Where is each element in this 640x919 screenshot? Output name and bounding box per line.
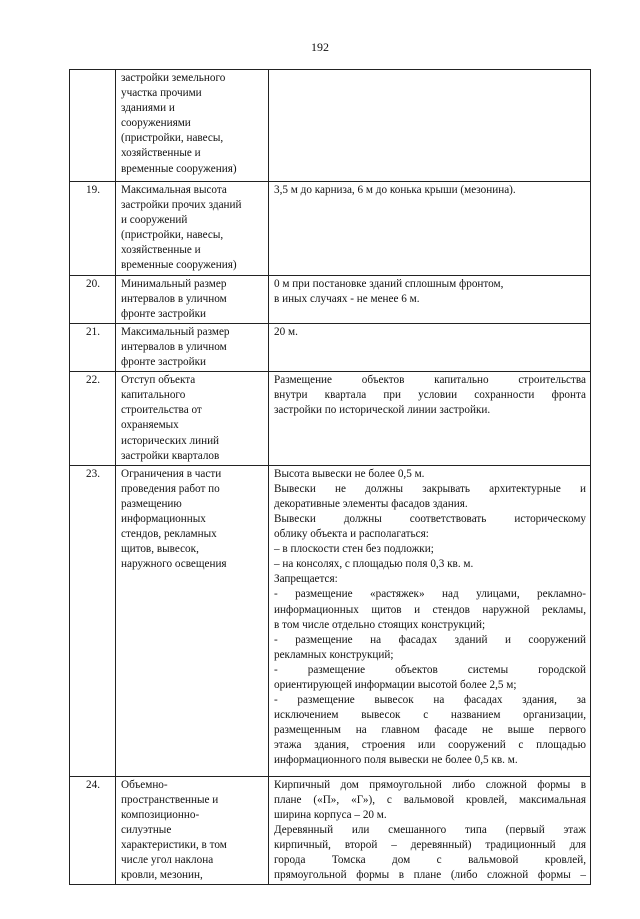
value-line: ширина корпуса – 20 м. — [274, 808, 387, 821]
parameter-value — [269, 323, 591, 371]
parameter-name: Максимальный размер интервалов в уличном фронте застройки — [116, 323, 269, 371]
value-line: размещенным на главном фасаде не выше первого — [274, 724, 586, 737]
value-line: 3,5 м до карниза, 6 м до конька крыши (мезонина). — [274, 184, 516, 196]
row-number: 21. — [70, 323, 116, 371]
value-line: Высота вывески не более 0,5 м. — [274, 467, 425, 480]
value-line: города Томска дом с вальмовой кровлей, — [274, 854, 586, 867]
value-line: декоративные элементы фасадов здания. — [274, 497, 468, 510]
parameter-value — [269, 182, 591, 276]
value-line: в том числе отдельно стоящих конструкций; — [274, 618, 486, 631]
value-line: Запрещается: — [274, 573, 338, 586]
regulations-table-body — [70, 70, 591, 885]
value-line: Размещение объектов капитально строительства — [274, 374, 586, 387]
value-line: исключением вывесок с названием организации, — [274, 709, 586, 722]
table-row — [70, 182, 591, 276]
table-row — [70, 323, 591, 371]
parameter-name: Отступ объекта капитального строительства от охраняемых исторических линий застройки кварталов — [116, 372, 269, 466]
value-line: Вывески должны соответствовать историческому — [274, 512, 586, 525]
parameter-name: Минимальный размер интервалов в уличном фронте застройки — [116, 275, 269, 323]
value-line: информационного поля вывески не более 0,5 кв. м. — [274, 754, 518, 767]
table-row — [70, 275, 591, 323]
value-line: информационных щитов и стендов наружной рекламы, — [274, 603, 586, 616]
parameter-name: Максимальная высота застройки прочих зданий и сооружений (пристройки, навесы, хозяйственные и временные сооружения) — [116, 182, 269, 276]
row-number: 23. — [70, 465, 116, 776]
parameter-value — [269, 372, 591, 466]
value-line: Вывески не должны закрывать архитектурные и — [274, 482, 586, 495]
value-line: 0 м при постановке зданий сплошным фронтом, — [274, 277, 504, 290]
value-line: – на консолях, с площадью поля 0,3 кв. м. — [274, 558, 474, 571]
table-row — [70, 70, 591, 182]
value-line: облику объекта и располагаться: — [274, 528, 429, 541]
value-line: кирпичный, второй – деревянный) традиционный для — [274, 839, 586, 852]
value-line: - размещение на фасадах зданий и сооружений — [274, 633, 586, 646]
table-row — [70, 372, 591, 466]
value-line: этажа здания, строения или сооружений с площадью — [274, 739, 586, 752]
parameter-name: Объемно- пространственные и композиционно- силуэтные характеристики, в том числе угол наклона кровли, мезонин, — [116, 776, 269, 885]
table-row — [70, 776, 591, 885]
value-line: в иных случаях - не менее 6 м. — [274, 292, 420, 305]
parameter-value — [269, 275, 591, 323]
parameter-name: застройки земельного участка прочими зданиями и сооружениями (пристройки, навесы, хозяйственные и временные сооружения) — [116, 70, 269, 182]
value-line: - размещение вывесок на фасадах здания, за — [274, 694, 586, 707]
value-line: - размещение «растяжек» над улицами, рекламно- — [274, 588, 586, 601]
value-line: застройки по исторической линии застройки. — [274, 404, 491, 417]
parameter-value — [269, 70, 591, 182]
row-number: 24. — [70, 776, 116, 885]
value-line: Кирпичный дом прямоугольной либо сложной формы в — [274, 778, 586, 791]
regulations-table — [69, 69, 591, 885]
value-line: рекламных конструкций; — [274, 648, 394, 661]
row-number — [70, 70, 116, 182]
value-line: прямоугольной формы в плане (либо сложной формы – — [274, 869, 586, 882]
parameter-value — [269, 465, 591, 776]
value-line: внутри квартала при условии сохранности фронта — [274, 389, 586, 402]
row-number: 22. — [70, 372, 116, 466]
value-line: - размещение объектов системы городской — [274, 663, 586, 676]
page-number: 192 — [311, 40, 329, 54]
value-line: Деревянный или смешанного типа (первый этаж — [274, 823, 586, 836]
value-line: 20 м. — [274, 325, 298, 338]
parameter-value — [269, 776, 591, 885]
parameter-name: Ограничения в части проведения работ по размещению информационных стендов, рекламных щитов, вывесок, наружного освещения — [116, 465, 269, 776]
value-line: – в плоскости стен без подложки; — [274, 543, 434, 556]
row-number: 20. — [70, 275, 116, 323]
value-line: ориентирующей информации высотой более 2,5 м; — [274, 679, 517, 691]
row-number: 19. — [70, 182, 116, 276]
table-row — [70, 465, 591, 776]
value-line: плане («П», «Г»), с вальмовой кровлей, максимальная — [274, 793, 586, 806]
